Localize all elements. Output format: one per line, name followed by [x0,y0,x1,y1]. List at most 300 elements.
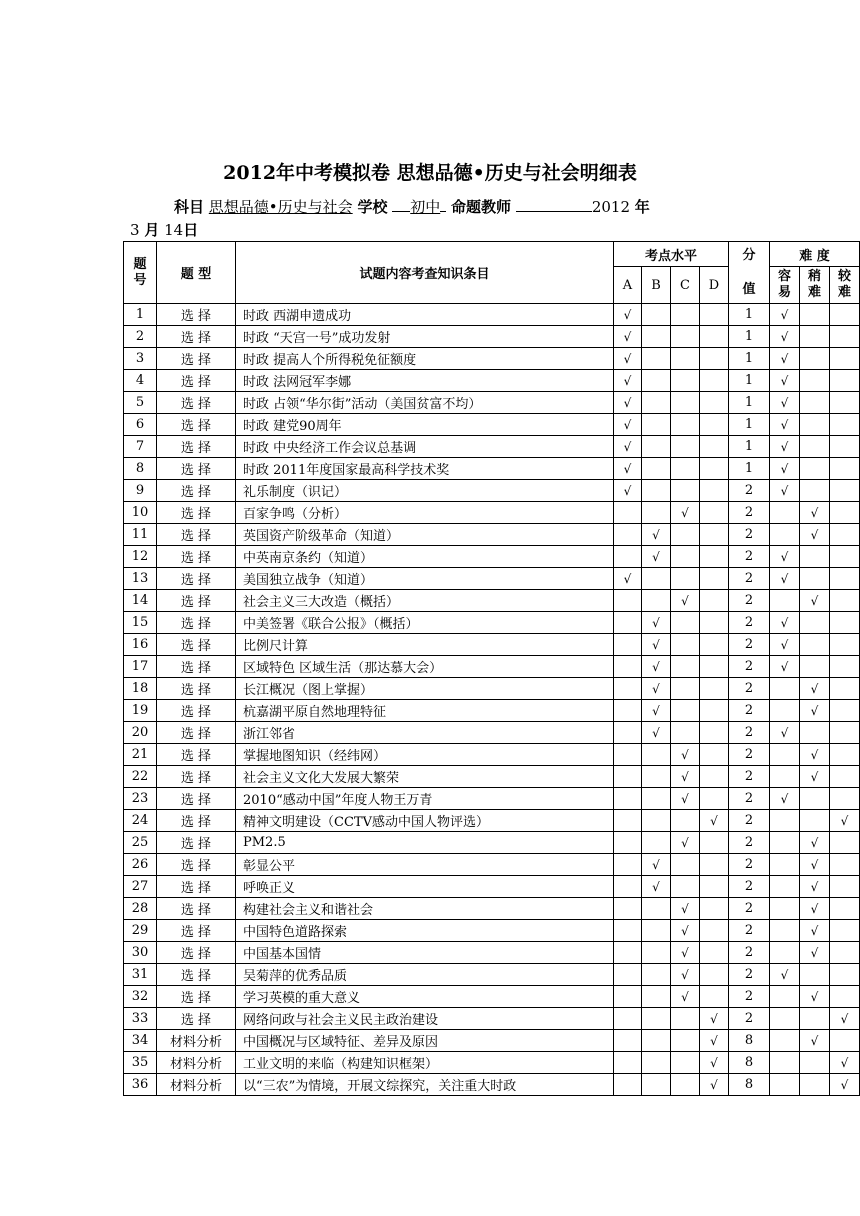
difficulty-hard-cell [830,854,860,876]
table-row [124,766,860,788]
difficulty-easy-cell: √ [770,480,800,502]
row-content: 礼乐制度（识记） [236,480,614,502]
row-num: 17 [124,656,157,678]
row-score: 2 [729,524,770,546]
difficulty-hard-cell [830,326,860,348]
row-score: 2 [729,656,770,678]
level-d-cell [700,920,729,942]
row-type: 选 择 [157,876,236,898]
subject-value: 思想品德•历史与社会 [208,198,353,216]
row-num: 1 [124,304,157,326]
table-row [124,986,860,1008]
table-row [124,392,860,414]
difficulty-hard-cell [830,986,860,1008]
level-d-cell [700,700,729,722]
difficulty-medium-cell [800,568,830,590]
row-score: 2 [729,1008,770,1030]
level-b-cell [642,1052,671,1074]
difficulty-easy-cell [770,502,800,524]
row-score: 2 [729,502,770,524]
level-d-cell [700,898,729,920]
row-content: 掌握地图知识（经纬网） [236,744,614,766]
header-level-a: A [614,267,642,304]
level-d-cell [700,326,729,348]
level-a-cell: √ [614,458,642,480]
level-c-cell [671,392,700,414]
difficulty-hard-cell [830,832,860,854]
row-num: 3 [124,348,157,370]
row-content: 时政 建党90周年 [236,414,614,436]
row-content: PM2.5 [236,832,614,854]
row-score: 2 [729,568,770,590]
level-b-cell [642,1030,671,1052]
row-score: 8 [729,1074,770,1096]
row-num: 28 [124,898,157,920]
row-content: 中国概况与区域特征、差异及原因 [236,1030,614,1052]
level-a-cell [614,612,642,634]
level-d-cell: √ [700,1074,729,1096]
row-num: 4 [124,370,157,392]
row-content: 时政 2011年度国家最高科学技术奖 [236,458,614,480]
level-a-cell [614,656,642,678]
level-d-cell [700,876,729,898]
difficulty-hard-cell: √ [830,810,860,832]
school-value: 初中 [410,198,441,216]
difficulty-hard-cell: √ [830,1008,860,1030]
row-type: 选 择 [157,898,236,920]
row-content: 浙江邻省 [236,722,614,744]
row-score: 1 [729,326,770,348]
difficulty-easy-cell: √ [770,348,800,370]
table-row [124,458,860,480]
level-d-cell [700,546,729,568]
row-score: 1 [729,392,770,414]
difficulty-easy-cell [770,986,800,1008]
level-b-cell [642,326,671,348]
difficulty-hard-cell: √ [830,1052,860,1074]
difficulty-hard-cell [830,678,860,700]
level-a-cell [614,766,642,788]
table-row [124,744,860,766]
row-content: 精神文明建设（CCTV感动中国人物评选） [236,810,614,832]
difficulty-easy-cell [770,920,800,942]
table-row [124,612,860,634]
level-a-cell [614,986,642,1008]
table-row [124,1052,860,1074]
row-content: 时政 西湖申遗成功 [236,304,614,326]
difficulty-easy-cell: √ [770,546,800,568]
row-type: 选 择 [157,502,236,524]
table-row [124,524,860,546]
row-type: 选 择 [157,392,236,414]
difficulty-easy-cell [770,898,800,920]
difficulty-hard-cell [830,304,860,326]
difficulty-hard-cell [830,568,860,590]
row-content: 英国资产阶级革命（知道） [236,524,614,546]
difficulty-easy-cell [770,876,800,898]
header-score: 分 值 [729,242,770,304]
level-b-cell [642,964,671,986]
level-c-cell [671,568,700,590]
level-c-cell: √ [671,898,700,920]
row-num: 8 [124,458,157,480]
difficulty-medium-cell [800,788,830,810]
level-c-cell [671,1030,700,1052]
difficulty-medium-cell [800,392,830,414]
level-d-cell: √ [700,810,729,832]
difficulty-hard-cell [830,700,860,722]
row-score: 2 [729,480,770,502]
difficulty-hard-cell [830,656,860,678]
level-a-cell: √ [614,414,642,436]
difficulty-easy-cell [770,942,800,964]
row-num: 35 [124,1052,157,1074]
row-score: 2 [729,700,770,722]
difficulty-medium-cell [800,612,830,634]
level-b-cell [642,480,671,502]
level-a-cell [614,788,642,810]
difficulty-medium-cell: √ [800,854,830,876]
level-b-cell [642,502,671,524]
table-row [124,502,860,524]
row-score: 2 [729,810,770,832]
difficulty-hard-cell [830,766,860,788]
level-d-cell [700,722,729,744]
header-content: 试题内容考查知识条目 [236,242,614,304]
level-c-cell [671,414,700,436]
level-d-cell [700,656,729,678]
row-type: 材料分析 [157,1030,236,1052]
year-label: 年 [634,198,650,216]
month-label: 月 [144,221,160,239]
row-score: 8 [729,1030,770,1052]
row-content: 工业文明的来临（构建知识框架） [236,1052,614,1074]
day-label: 日 [183,221,199,239]
header-level-c: C [671,267,700,304]
level-a-cell [614,524,642,546]
difficulty-medium-cell: √ [800,744,830,766]
level-d-cell: √ [700,1030,729,1052]
level-c-cell: √ [671,502,700,524]
row-score: 2 [729,942,770,964]
difficulty-medium-cell [800,348,830,370]
difficulty-medium-cell [800,436,830,458]
difficulty-easy-cell: √ [770,634,800,656]
difficulty-easy-cell [770,700,800,722]
level-b-cell [642,1074,671,1096]
difficulty-hard-cell [830,942,860,964]
difficulty-easy-cell [770,832,800,854]
row-type: 选 择 [157,590,236,612]
difficulty-medium-cell [800,722,830,744]
level-c-cell [671,656,700,678]
difficulty-easy-cell [770,1030,800,1052]
level-c-cell [671,370,700,392]
year-value: 2012 [591,198,631,216]
difficulty-medium-cell: √ [800,678,830,700]
difficulty-easy-cell: √ [770,612,800,634]
school-blank-pad [392,211,410,212]
difficulty-hard-cell: √ [830,1074,860,1096]
difficulty-easy-cell: √ [770,414,800,436]
table-row [124,854,860,876]
level-d-cell [700,744,729,766]
difficulty-easy-cell [770,1052,800,1074]
table-row [124,678,860,700]
level-b-cell [642,348,671,370]
table-row [124,370,860,392]
difficulty-hard-cell [830,546,860,568]
level-a-cell [614,876,642,898]
level-b-cell: √ [642,700,671,722]
difficulty-easy-cell: √ [770,304,800,326]
row-content: 百家争鸣（分析） [236,502,614,524]
level-c-cell: √ [671,766,700,788]
row-num: 16 [124,634,157,656]
difficulty-hard-cell [830,876,860,898]
difficulty-medium-cell [800,634,830,656]
row-content: 区域特色 区域生活（那达慕大会） [236,656,614,678]
level-a-cell [614,832,642,854]
row-num: 18 [124,678,157,700]
level-c-cell: √ [671,744,700,766]
header-diff-easy: 容 易 [770,267,800,304]
level-c-cell [671,480,700,502]
row-num: 36 [124,1074,157,1096]
difficulty-medium-cell: √ [800,832,830,854]
row-content: 彰显公平 [236,854,614,876]
row-score: 2 [729,766,770,788]
level-b-cell [642,898,671,920]
level-d-cell [700,348,729,370]
level-b-cell: √ [642,678,671,700]
row-type: 选 择 [157,480,236,502]
table-row [124,1074,860,1096]
row-type: 选 择 [157,766,236,788]
table-row [124,568,860,590]
level-c-cell [671,1008,700,1030]
level-d-cell [700,304,729,326]
difficulty-easy-cell [770,1008,800,1030]
level-d-cell [700,612,729,634]
row-num: 11 [124,524,157,546]
row-content: 长江概况（图上掌握） [236,678,614,700]
level-d-cell [700,436,729,458]
school-label: 学校 [357,198,388,216]
difficulty-medium-cell [800,370,830,392]
difficulty-easy-cell: √ [770,568,800,590]
level-c-cell [671,546,700,568]
difficulty-medium-cell: √ [800,590,830,612]
row-num: 10 [124,502,157,524]
level-b-cell [642,986,671,1008]
difficulty-medium-cell [800,480,830,502]
level-d-cell [700,678,729,700]
row-score: 1 [729,370,770,392]
level-a-cell [614,590,642,612]
row-type: 选 择 [157,436,236,458]
row-type: 选 择 [157,634,236,656]
level-c-cell [671,700,700,722]
difficulty-medium-cell [800,414,830,436]
level-a-cell [614,854,642,876]
table-row [124,326,860,348]
level-d-cell [700,788,729,810]
level-d-cell [700,458,729,480]
row-content: 呼唤正义 [236,876,614,898]
row-type: 材料分析 [157,1052,236,1074]
level-b-cell [642,304,671,326]
difficulty-easy-cell [770,590,800,612]
table-row [124,876,860,898]
level-c-cell [671,458,700,480]
row-num: 15 [124,612,157,634]
level-a-cell [614,898,642,920]
level-a-cell [614,964,642,986]
difficulty-easy-cell: √ [770,458,800,480]
row-type: 选 择 [157,722,236,744]
level-a-cell [614,722,642,744]
level-c-cell [671,436,700,458]
table-row [124,920,860,942]
header-diff-hard: 较 难 [830,267,860,304]
level-b-cell [642,810,671,832]
row-content: 比例尺计算 [236,634,614,656]
row-content: 中美签署《联合公报》（概括） [236,612,614,634]
difficulty-hard-cell [830,524,860,546]
header-difficulty: 难 度 [770,242,860,267]
row-num: 25 [124,832,157,854]
level-c-cell [671,722,700,744]
level-c-cell [671,1074,700,1096]
row-type: 选 择 [157,524,236,546]
row-num: 34 [124,1030,157,1052]
difficulty-medium-cell: √ [800,920,830,942]
level-d-cell [700,986,729,1008]
difficulty-medium-cell [800,546,830,568]
row-score: 2 [729,546,770,568]
difficulty-easy-cell: √ [770,436,800,458]
level-b-cell: √ [642,854,671,876]
row-type: 选 择 [157,788,236,810]
header-level-b: B [642,267,671,304]
row-content: 中英南京条约（知道） [236,546,614,568]
difficulty-hard-cell [830,502,860,524]
table-row [124,414,860,436]
level-b-cell [642,832,671,854]
row-score: 2 [729,722,770,744]
difficulty-hard-cell [830,634,860,656]
difficulty-hard-cell [830,348,860,370]
table-row [124,810,860,832]
row-num: 20 [124,722,157,744]
row-num: 33 [124,1008,157,1030]
row-type: 选 择 [157,678,236,700]
row-content: 时政 “天宫一号”成功发射 [236,326,614,348]
level-b-cell [642,1008,671,1030]
row-score: 1 [729,304,770,326]
row-num: 22 [124,766,157,788]
row-type: 选 择 [157,414,236,436]
table-row [124,304,860,326]
level-b-cell: √ [642,876,671,898]
row-type: 选 择 [157,326,236,348]
header-num: 题 号 [124,242,157,304]
row-num: 12 [124,546,157,568]
level-a-cell [614,1030,642,1052]
row-type: 选 择 [157,700,236,722]
level-c-cell [671,1052,700,1074]
level-d-cell [700,502,729,524]
row-content: 时政 中央经济工作会议总基调 [236,436,614,458]
difficulty-easy-cell: √ [770,788,800,810]
level-b-cell [642,458,671,480]
difficulty-medium-cell: √ [800,766,830,788]
table-row [124,964,860,986]
table-row [124,656,860,678]
level-d-cell [700,392,729,414]
difficulty-easy-cell: √ [770,326,800,348]
page-title: 2012年中考模拟卷 思想品德•历史与社会明细表 [223,162,637,184]
row-num: 9 [124,480,157,502]
level-c-cell [671,326,700,348]
row-num: 23 [124,788,157,810]
difficulty-hard-cell [830,480,860,502]
row-type: 选 择 [157,370,236,392]
difficulty-hard-cell [830,722,860,744]
level-b-cell [642,942,671,964]
row-content: 美国独立战争（知道） [236,568,614,590]
level-c-cell [671,524,700,546]
level-b-cell [642,590,671,612]
row-num: 5 [124,392,157,414]
row-type: 选 择 [157,458,236,480]
row-num: 27 [124,876,157,898]
level-d-cell [700,480,729,502]
difficulty-easy-cell [770,766,800,788]
difficulty-hard-cell [830,392,860,414]
table-row [124,898,860,920]
row-num: 2 [124,326,157,348]
row-type: 材料分析 [157,1074,236,1096]
row-type: 选 择 [157,546,236,568]
table-row [124,348,860,370]
difficulty-medium-cell: √ [800,502,830,524]
difficulty-hard-cell [830,612,860,634]
row-content: 以“三农”为情境，开展文综探究，关注重大时政 [236,1074,614,1096]
row-type: 选 择 [157,942,236,964]
table-row [124,590,860,612]
difficulty-medium-cell: √ [800,986,830,1008]
level-b-cell: √ [642,546,671,568]
level-b-cell: √ [642,722,671,744]
level-a-cell [614,502,642,524]
difficulty-easy-cell [770,1074,800,1096]
row-content: 中国特色道路探索 [236,920,614,942]
level-c-cell: √ [671,964,700,986]
row-content: 时政 法网冠军李娜 [236,370,614,392]
row-content: 社会主义文化大发展大繁荣 [236,766,614,788]
level-b-cell [642,766,671,788]
row-content: 杭嘉湖平原自然地理特征 [236,700,614,722]
level-a-cell [614,744,642,766]
row-score: 2 [729,876,770,898]
level-b-cell: √ [642,656,671,678]
level-a-cell [614,1008,642,1030]
difficulty-hard-cell [830,436,860,458]
level-a-cell: √ [614,304,642,326]
row-score: 2 [729,590,770,612]
